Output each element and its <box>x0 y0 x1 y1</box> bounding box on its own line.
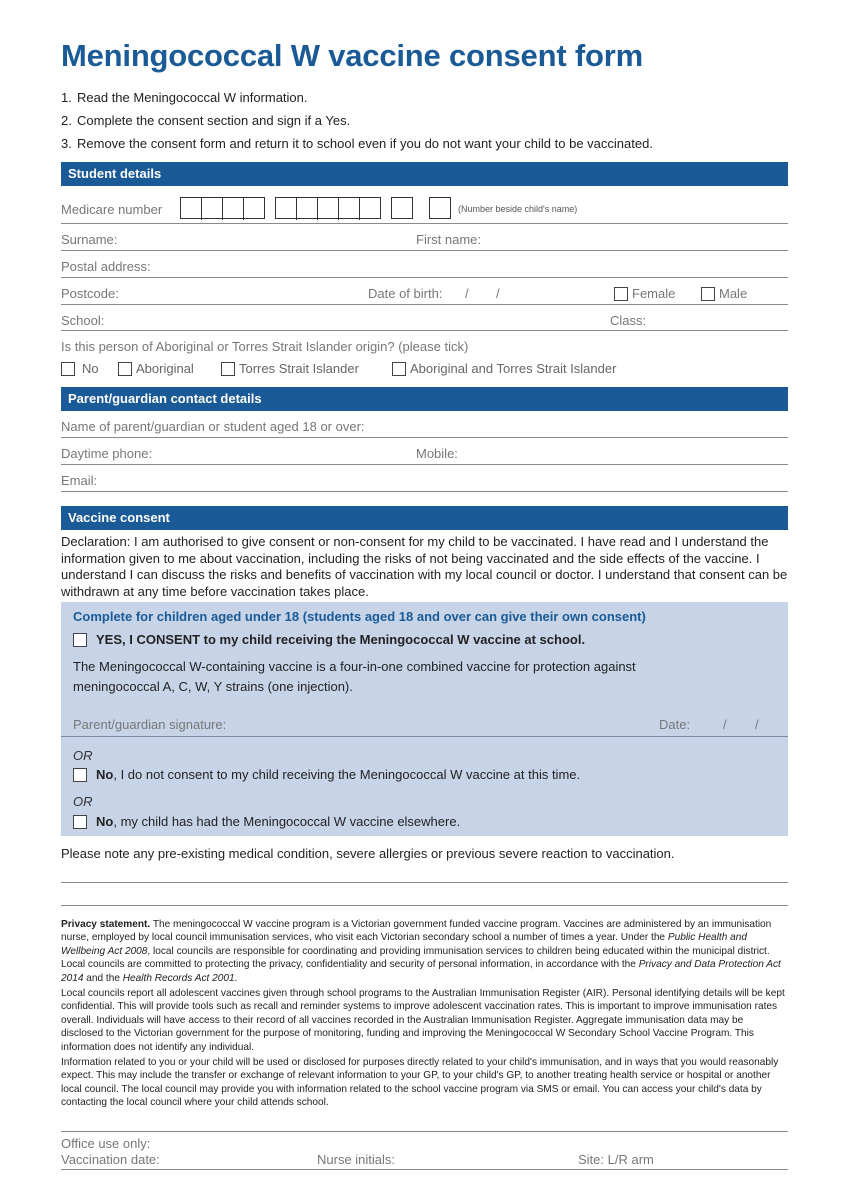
origin-tsi-label: Torres Strait Islander <box>239 361 359 376</box>
medicare-number-group-2[interactable] <box>275 197 381 219</box>
no-consent-label: No, I do not consent to my child receiving the Meningococcal W vaccine at this time. <box>96 767 581 782</box>
medicare-number-group-1[interactable] <box>180 197 265 219</box>
no-consent-checkbox[interactable] <box>73 768 87 782</box>
privacy-statement <box>61 918 788 1112</box>
postcode-field[interactable]: Postcode: <box>61 286 119 301</box>
instruction-item: 2. Complete the consent section and sign if a Yes. <box>61 113 351 128</box>
origin-question: Is this person of Aboriginal or Torres Strait Islander origin? (please tick) <box>61 339 469 354</box>
instruction-item: 3. Remove the consent form and return it to school even if you do not want your child to be vaccinated. <box>61 136 653 151</box>
postal-row <box>61 251 788 278</box>
medicare-note: (Number beside child's name) <box>458 204 578 214</box>
yes-consent-checkbox[interactable] <box>73 633 87 647</box>
privacy-paragraph: Information related to you or your child will be used or disclosed for purposes directly related to your child's immunisation, and in ways that you would reasonably expect. This may include the transfer or exchange of relevant information to your GP, to your child's GP, to another treating health service or hospital or another local council. The local council may provide you with information related to the school vaccine program via SMS or email. You can access your child's data by contacting the local council where your child attends school. <box>61 1057 779 1109</box>
school-row <box>61 305 788 331</box>
vaccine-info-line: meningococcal A, C, W, Y strains (one injection). <box>73 679 353 694</box>
date-of-birth-field[interactable]: Date of birth: <box>368 286 443 301</box>
office-top-line <box>61 1131 788 1132</box>
medicare-number-check-digit[interactable] <box>391 197 413 219</box>
had-vaccine-checkbox[interactable] <box>73 815 87 829</box>
instruction-item: 1. Read the Meningococcal W information. <box>61 90 308 105</box>
origin-tsi-checkbox[interactable] <box>221 362 235 376</box>
medical-line[interactable] <box>61 905 788 906</box>
parent-details-heading: Parent/guardian contact details <box>61 387 788 411</box>
page-title: Meningococcal W vaccine consent form <box>61 38 643 73</box>
origin-aboriginal-label: Aboriginal <box>136 361 194 376</box>
surname-field[interactable]: Surname: <box>61 232 118 247</box>
signature-line <box>61 736 788 737</box>
had-vaccine-label: No, my child has had the Meningococcal W vaccine elsewhere. <box>96 814 461 829</box>
medicare-label: Medicare number <box>61 202 163 217</box>
phone-row <box>61 438 788 465</box>
site-field: Site: L/R arm <box>578 1152 654 1167</box>
privacy-paragraph: Privacy statement. The meningococcal W vaccine program is a Victorian government funded vaccine program. Vaccines are administered by an immunisation nurse, employed by local council immunisation services, who visit each Victorian secondary school a number of times a year. Under the Public Health and Wellbeing Act 2008, local councils are responsible for coordinating and providing immunisation services to children being educated within the municipal district. Local councils are committed to protecting the privacy, confidentiality and security of personal information, in accordance with the Privacy and Data Protection Act 2014 and the Health Records Act 2001. <box>61 919 781 984</box>
origin-no-checkbox[interactable] <box>61 362 75 376</box>
first-name-field[interactable]: First name: <box>416 232 482 247</box>
school-field[interactable]: School: <box>61 313 105 328</box>
male-label: Male <box>719 286 748 301</box>
email-row <box>61 465 788 492</box>
consent-panel-heading: Complete for children aged under 18 (students aged 18 and over can give their own consent) <box>73 609 646 624</box>
consent-panel <box>61 602 788 836</box>
medicare-row <box>61 186 788 224</box>
parent-name-field[interactable]: Name of parent/guardian or student aged 18 or over: <box>61 419 365 434</box>
vaccination-date-field: Vaccination date: <box>61 1152 160 1167</box>
office-bottom-line <box>61 1169 788 1170</box>
vaccine-info-line: The Meningococcal W-containing vaccine is a four-in-one combined vaccine for protection against <box>73 659 636 674</box>
female-checkbox[interactable] <box>614 287 628 301</box>
declaration-text: Declaration: I am authorised to give consent or non-consent for my child to be vaccinated. I have read and I understand the information given to me about vaccination, including the risks of not being vaccinated and the side effects of the vaccine. I understand I can discuss the risks and benefits of vaccination with my local council or doctor. I understand that consent can be withdrawn at any time before vaccination takes place. <box>61 534 788 599</box>
yes-consent-label: YES, I CONSENT to my child receiving the Meningococcal W vaccine at school. <box>96 632 586 647</box>
nurse-initials-field: Nurse initials: <box>317 1152 396 1167</box>
class-field[interactable]: Class: <box>610 313 647 328</box>
medicare-number-reference[interactable] <box>429 197 451 219</box>
office-use-label: Office use only: <box>61 1136 151 1151</box>
or-label: OR <box>73 794 93 809</box>
mobile-field[interactable]: Mobile: <box>416 446 458 461</box>
dob-separator: / <box>465 286 469 301</box>
date-separator: / <box>755 717 759 732</box>
vaccine-consent-heading: Vaccine consent <box>61 506 788 530</box>
student-details-heading: Student details <box>61 162 788 186</box>
origin-both-label: Aboriginal and Torres Strait Islander <box>410 361 617 376</box>
consent-date-field[interactable]: Date: <box>659 717 691 732</box>
male-checkbox[interactable] <box>701 287 715 301</box>
medical-line[interactable] <box>61 882 788 883</box>
female-label: Female <box>632 286 676 301</box>
postcode-row <box>61 278 788 305</box>
signature-field[interactable]: Parent/guardian signature: <box>73 717 227 732</box>
postal-address-field[interactable]: Postal address: <box>61 259 151 274</box>
dob-separator: / <box>496 286 500 301</box>
daytime-phone-field[interactable]: Daytime phone: <box>61 446 153 461</box>
origin-aboriginal-checkbox[interactable] <box>118 362 132 376</box>
email-field[interactable]: Email: <box>61 473 98 488</box>
name-row <box>61 224 788 251</box>
parent-name-row <box>61 411 788 438</box>
consent-form-page <box>61 0 788 1200</box>
medical-note: Please note any pre-existing medical condition, severe allergies or previous severe reaction to vaccination. <box>61 846 675 861</box>
date-separator: / <box>723 717 727 732</box>
or-label: OR <box>73 748 93 763</box>
origin-no-label: No <box>82 361 99 376</box>
privacy-paragraph: Local councils report all adolescent vaccines given through school programs to the Australian Immunisation Register (AIR). Personal identifying details will be kept confidential. This will provide tools such as recall and reminder systems to improve adolescent vaccination rates. This is important to improve immunisation rates overall. Individuals will have access to their record of all vaccines recorded in the Australian Immunisation Register. Aggregate immunisation data may be disclosed to the Victorian government for the purpose of monitoring, funding and improving the Meningococcal W Secondary School Vaccine Program. This information does not identify any individual. <box>61 988 785 1053</box>
origin-both-checkbox[interactable] <box>392 362 406 376</box>
